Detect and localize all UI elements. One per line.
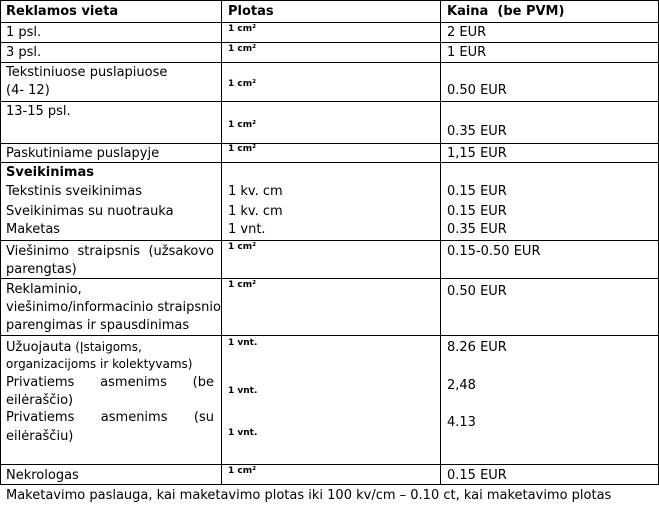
row-9-kaina-1: 8.26 EUR (447, 340, 507, 355)
row-9-title: Užuojauta (6, 340, 72, 355)
header-kaina: Kaina (be PVM) (447, 4, 565, 19)
row-divider (0, 143, 659, 144)
row-6-item-3-kaina: 0.35 EUR (447, 222, 507, 237)
row-divider (0, 162, 659, 163)
column-divider (221, 0, 222, 485)
footer-note: Maketavimo paslauga, kai maketavimo plotas iki 100 kv/cm – 0.10 ct, kai maketavimo plotas (6, 488, 612, 503)
row-divider (0, 240, 659, 241)
row-6-item-3-vieta: Maketas (6, 222, 61, 237)
row-2-plotas: 1 cm² (228, 44, 257, 54)
row-7-vieta-line-1: Viešinimo straipsnis (užsakovo (6, 244, 214, 259)
row-1-vieta: 1 psl. (6, 25, 42, 40)
table-border-left (0, 0, 1, 485)
row-divider (0, 62, 659, 63)
row-3-kaina: 0.50 EUR (447, 83, 507, 98)
row-3-vieta-line-1: Tekstiniuose puslapiuose (6, 65, 168, 80)
row-4-plotas: 1 cm² (228, 120, 257, 130)
row-divider (0, 101, 659, 102)
row-3-plotas: 1 cm² (228, 79, 257, 89)
row-9-priv-2-line-1: Privatiems asmenims (su (6, 410, 214, 425)
row-divider (0, 42, 659, 43)
row-7-kaina: 0.15-0.50 EUR (447, 244, 541, 259)
row-9-kaina-3: 4.13 (447, 415, 476, 430)
row-divider (0, 0, 659, 1)
row-2-vieta: 3 psl. (6, 45, 42, 60)
row-9-plotas-1: 1 vnt. (228, 338, 258, 348)
header-plotas: Plotas (228, 4, 274, 19)
row-5-plotas: 1 cm² (228, 144, 257, 154)
column-divider (440, 0, 441, 485)
row-2-kaina: 1 EUR (447, 45, 487, 60)
row-8-vieta-line-2: viešinimo/informacinio straipsnio (6, 300, 221, 315)
row-6-item-2-kaina: 0.15 EUR (447, 204, 507, 219)
row-divider (0, 464, 659, 465)
row-8-vieta-line-3: parengimas ir spausdinimas (6, 318, 190, 333)
row-6-item-3-plotas: 1 vnt. (228, 222, 266, 237)
row-9-plotas-2: 1 vnt. (228, 386, 258, 396)
row-7-plotas: 1 cm² (228, 242, 257, 252)
row-divider (0, 22, 659, 23)
row-1-kaina: 2 EUR (447, 25, 487, 40)
row-10-plotas: 1 cm² (228, 466, 257, 476)
row-9-title-line (6, 339, 142, 356)
row-9-title-line-2: organizacijoms ir kolektyvams) (6, 357, 193, 371)
row-6-item-2-vieta: Sveikinimas su nuotrauka (6, 204, 174, 219)
header-vieta: Reklamos vieta (6, 4, 119, 19)
row-9-priv-1-line-1: Privatiems asmenims (be (6, 375, 214, 390)
row-6-item-1-kaina: 0.15 EUR (447, 184, 507, 199)
row-5-kaina: 1,15 EUR (447, 146, 507, 161)
row-7-vieta-line-2: parengtas) (6, 262, 77, 277)
row-6-title: Sveikinimas (6, 165, 94, 180)
row-10-kaina: 0.15 EUR (447, 468, 507, 483)
row-6-item-2-plotas: 1 kv. cm (228, 204, 283, 219)
row-divider (0, 278, 659, 279)
row-1-plotas: 1 cm² (228, 24, 257, 34)
row-9-priv-1-line-2: eilėraščio) (6, 393, 74, 408)
row-5-vieta: Paskutiniame puslapyje (6, 146, 160, 161)
row-10-vieta: Nekrologas (6, 468, 79, 483)
row-8-plotas: 1 cm² (228, 280, 257, 290)
row-4-kaina: 0.35 EUR (447, 124, 507, 139)
row-4-vieta: 13-15 psl. (6, 104, 71, 119)
row-8-kaina: 0.50 EUR (447, 284, 507, 299)
row-8-vieta-line-1: Reklaminio, (6, 282, 82, 297)
row-6-item-1-plotas: 1 kv. cm (228, 184, 283, 199)
row-9-title-note: (Įstaigoms, (71, 340, 142, 354)
row-divider (0, 484, 659, 485)
row-divider (0, 335, 659, 336)
row-9-kaina-2: 2,48 (447, 378, 476, 393)
row-3-vieta-line-2: (4- 12) (6, 83, 50, 98)
row-9-priv-2-line-2: eilėraščiu) (6, 429, 74, 444)
row-6-item-1-vieta: Tekstinis sveikinimas (6, 184, 142, 199)
row-9-plotas-3: 1 vnt. (228, 428, 258, 438)
